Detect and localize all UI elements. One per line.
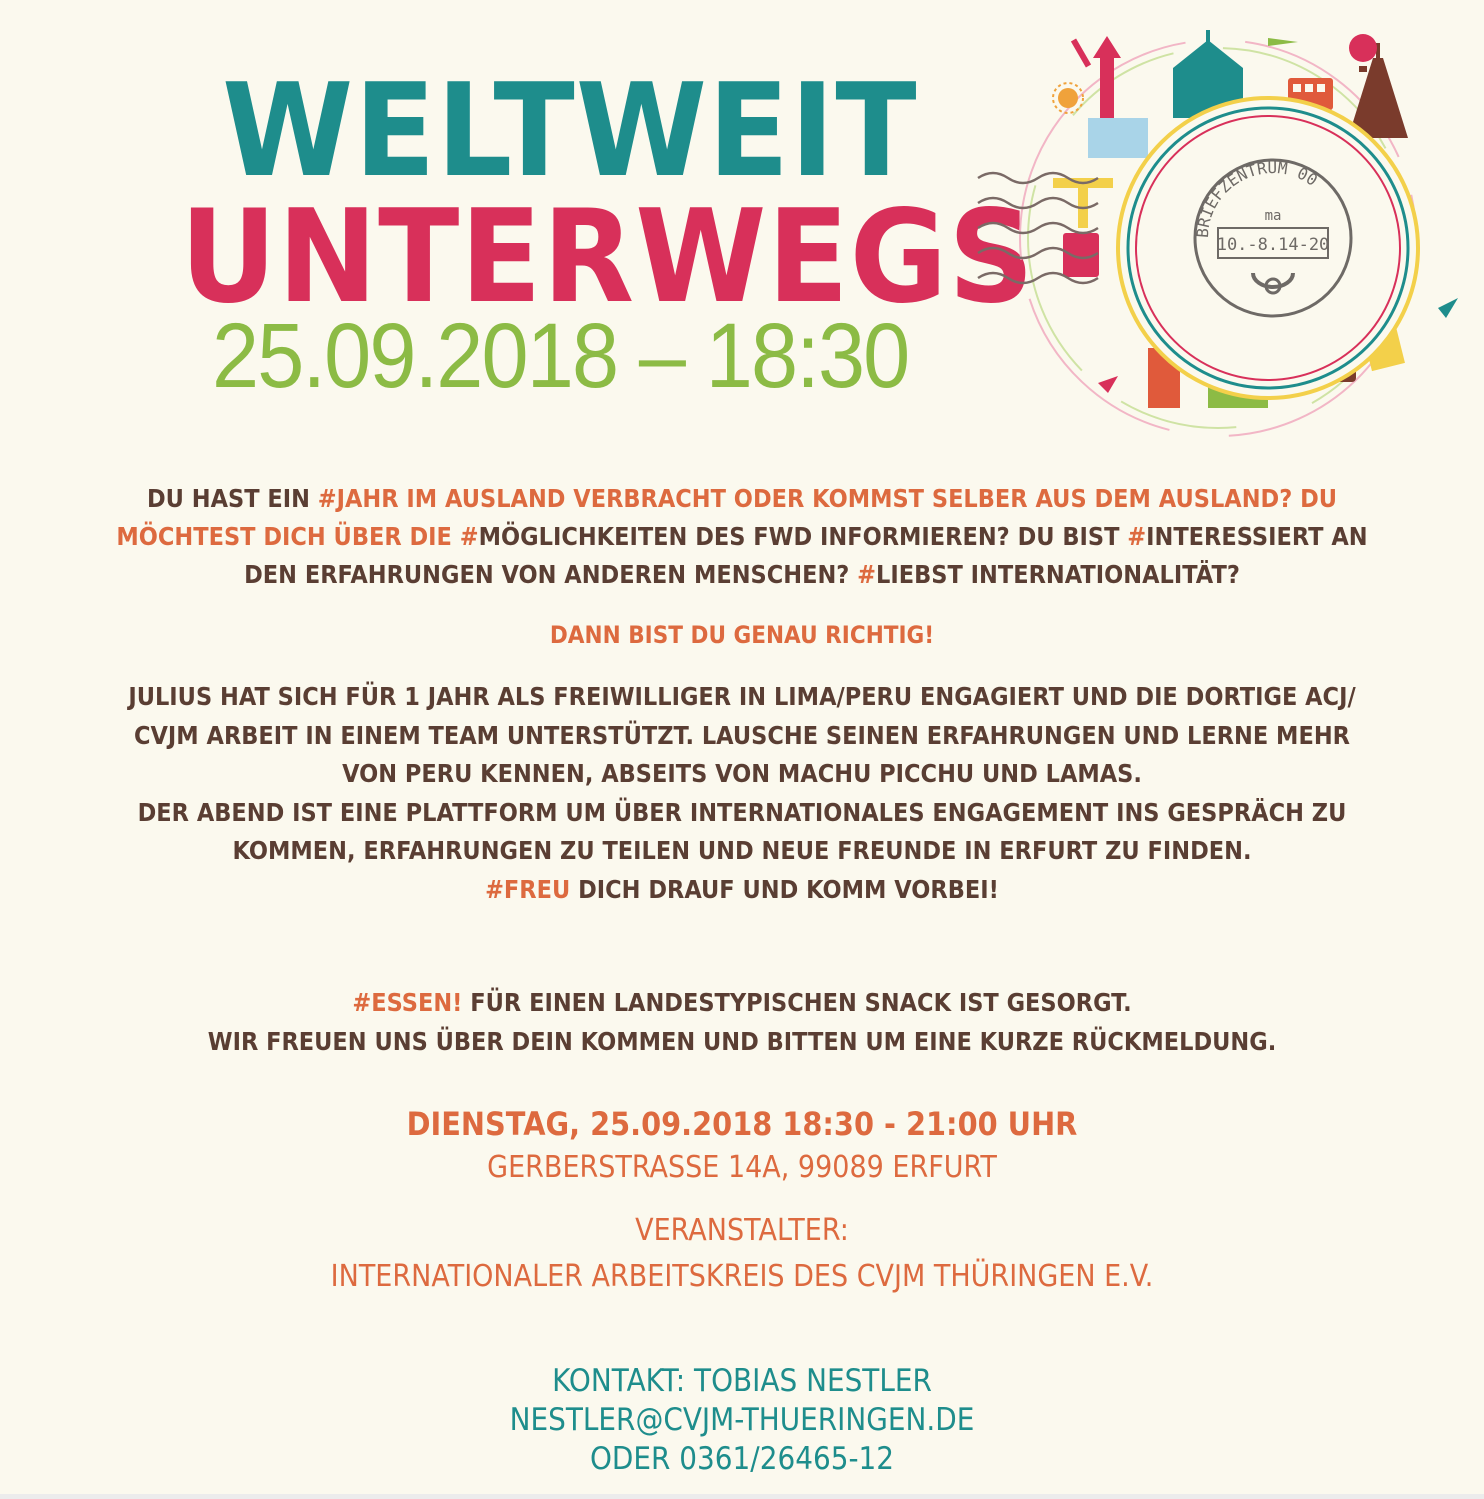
contact-block bbox=[110, 1362, 1374, 1479]
intro-hashtag-1: #JAHR IM AUSLAND VERBRACHT ODER KOMMST SELBER AUS DEM AUSLAND? DU MÖCHTEST DICH ÜBER DIE bbox=[116, 484, 1338, 551]
organizer-label: VERANSTALTER: bbox=[635, 1213, 849, 1248]
christ-statue-icon bbox=[1053, 178, 1113, 228]
title-weltweit: WELTWEIT bbox=[222, 57, 918, 206]
bottom-divider bbox=[0, 1494, 1484, 1499]
world-travel-illustration bbox=[968, 28, 1468, 448]
story-line-3: #FREU DICH DRAUF UND KOMM VORBEI! bbox=[485, 874, 999, 904]
food-paragraph: #ESSEN! FÜR EINEN LANDESTYPISCHEN SNACK IST GESORGT. WIR FREUEN UNS ÜBER DEIN KOMMEN UND BITTEN UM EINE KURZE RÜCKMELDUNG. bbox=[207, 988, 1277, 1056]
organizer-name: INTERNATIONALER ARBEITSKREIS DES CVJM THÜRINGEN E.V. bbox=[330, 1259, 1154, 1294]
organizer bbox=[110, 1208, 1374, 1300]
temple-icon bbox=[1088, 118, 1148, 158]
stamp-text: BRIEFZENTRUM 00 bbox=[1192, 157, 1322, 239]
story-paragraph bbox=[110, 678, 1374, 909]
title-unterwegs: UNTERWEGS bbox=[180, 183, 1035, 332]
story-line-1: JULIUS HAT SICH FÜR 1 JAHR ALS FREIWILLIGER IN LIMA/PERU ENGAGIERT UND DIE DORTIGE ACJ/ CVJM ARBEIT IN EINEM TEAM UNTERSTÜTZT. LAUSCHE SEINEN ERFAHRUNGEN UND LERNE MEHR VON PERU KENNEN, ABSEITS VON MACHU PICCHU UND LAMAS. bbox=[128, 682, 1356, 788]
stamp-date: 10.-8.14-20 bbox=[1216, 235, 1330, 255]
story-line-2: DER ABEND IST EINE PLATTFORM UM ÜBER INTERNATIONALES ENGAGEMENT INS GESPRÄCH ZU KOMMEN, ERFAHRUNGEN ZU TEILEN UND NEUE FREUNDE IN ERFURT ZU FINDEN. bbox=[137, 797, 1347, 865]
event-when: DIENSTAG, 25.09.2018 18:30 - 21:00 UHR bbox=[406, 1105, 1078, 1143]
food-hashtag: #ESSEN! bbox=[352, 988, 463, 1017]
contact-email[interactable]: NESTLER@CVJM-THUERINGEN.DE bbox=[509, 1402, 975, 1438]
contact-phone[interactable]: ODER 0361/26465-12 bbox=[589, 1441, 895, 1477]
intro-paragraph: DU HAST EIN #JAHR IM AUSLAND VERBRACHT ODER KOMMST SELBER AUS DEM AUSLAND? DU MÖCHTEST DICH ÜBER DIE #MÖGLICHKEITEN DES FWD INFORMIEREN? DU BIST #INTERESSIERT AN DEN ERFAHRUNGEN VON ANDEREN MENSCHEN? #LIEBST INTERNATIONALITÄT? bbox=[116, 484, 1368, 589]
event-where: GERBERSTRASSE 14A, 99089 ERFURT bbox=[487, 1150, 997, 1185]
event-date-time: 25.09.2018 – 18:30 bbox=[212, 305, 909, 407]
callout-line: DANN BIST DU GENAU RICHTIG! bbox=[549, 621, 935, 649]
stamp-code: ma bbox=[1264, 208, 1282, 224]
contact-name: KONTAKT: TOBIAS NESTLER bbox=[552, 1363, 932, 1399]
